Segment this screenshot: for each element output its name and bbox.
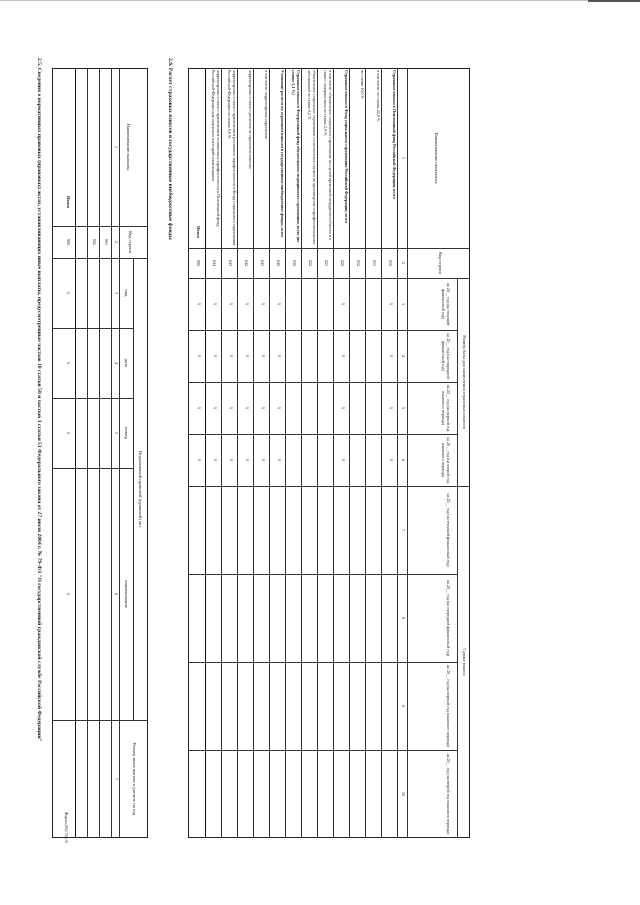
table-2-6-colnum: 10 (401, 791, 406, 797)
table-2-5-total-cell: x (65, 361, 70, 365)
form-code: Форма (95) 74 с 8 (64, 812, 69, 843)
table-2-6-row-line (317, 68, 318, 838)
table-2-6-group-line (457, 278, 458, 838)
table-2-6-header-plan2: на 20__ год (на второй год планового периода) (446, 753, 451, 835)
table-2-6-row-line (285, 68, 286, 838)
table-2-6-row-name: Страховые взносы в Федеральный фонд обязательного медицинского страхования, всего (по ставке 5,1 %) (291, 70, 301, 243)
table-2-6-cell: x (228, 302, 233, 306)
table-2-6-row-name: корректировка в связи с применением пониженных тарифов взносов в Пенсионный фонд Российской Федерации для отдельных категорий плательщиков (211, 70, 221, 227)
table-2-5-colnum: 3 (114, 291, 119, 295)
table-2-6-cell: x (260, 354, 265, 358)
table-2-6-row-line (349, 68, 350, 838)
table-2-5-total-label: Итого (66, 196, 71, 209)
table-2-6-header-line (407, 68, 408, 838)
table-2-6-colnum: 9 (401, 704, 406, 708)
table-2-6-row-name: по ставке 10,0 % (360, 70, 365, 99)
table-2-6-row-code: 010 (388, 259, 393, 267)
table-2-5-group-line (133, 258, 134, 720)
table-2-6-row-code: 022 (308, 259, 313, 267)
table-2-5-header-npa: Нормативный правовой (правовой) акт (138, 450, 143, 528)
table-2-6-colnum-line (397, 68, 398, 838)
table-2-6-total-code: 090 (196, 259, 201, 267)
table-2-6-colnum: 5 (401, 406, 406, 410)
table-2-6-row-line (381, 68, 382, 838)
table-2-6-total-cell: x (196, 302, 201, 306)
table-2-6-colnum: 3 (401, 302, 406, 306)
table-2-6-cell: x (244, 354, 249, 358)
table-2-6-row-code: 044 (212, 259, 217, 267)
table-2-5-colnum: 5 (114, 431, 119, 435)
table-2-6-row-name: Страховые взносы в Пенсионный фонд Российской Федерации, всего (392, 70, 397, 199)
table-2-6-row-name: Страховые взносы в Фонд социального страхования Российской Федерации, всего (344, 70, 349, 224)
table-2-6-header-cur_year: на 20__ год (на текущий финансовый год) (446, 493, 451, 567)
table-2-5-total-code: 900 (66, 238, 71, 246)
table-2-6-total-cell: x (196, 354, 201, 358)
table-2-6-cell: x (340, 458, 345, 462)
table-2-5-colnum: 6 (114, 592, 119, 596)
table-2-6-row-code: 043 (228, 259, 233, 267)
table-2-6-header-plan1: на 20__ год (на первый год планового периода) (441, 384, 451, 432)
table-2-5-colnum: 1 (114, 145, 119, 149)
table-2-6-colnum: 6 (401, 458, 406, 462)
table-2-6-colnum: 1 (401, 156, 406, 160)
table-2-5-colnum-line (111, 68, 112, 838)
table-2-5-header-nomer: номер (124, 427, 129, 439)
table-2-6-header-first_year: на 20__ год (на очередной финансовый год) (446, 579, 451, 657)
table-2-5-colnum: 2 (114, 240, 119, 244)
section-2-6-heading: 2.6. Расчет страховых взносов в государственные внебюджетные фонды (167, 58, 173, 240)
table-2-6-row-code: 040 (276, 259, 281, 267)
table-2-6-row-code: 021 (324, 259, 329, 267)
table-2-6-col-sep (188, 750, 458, 751)
table-2-6-cell: x (260, 302, 265, 306)
table-2-6-row-name: в том числе: по ставке 22,0 % (376, 70, 381, 122)
table-2-6-cell: x (340, 302, 345, 306)
table-2-5-total-cell: x (65, 431, 70, 435)
table-2-5-col-sep (52, 398, 134, 399)
section-2-5-heading: 2.5. Сведения о нормативных правовых (правовых) актах, устанавливающих иные выплаты, предусмотренные частью 10 статьи 50 и частью 3 статьи 51 Федерального закона от 27 июля 2004 г. № 79-ФЗ "О государственной гражданской службе Российской Федерации" (36, 58, 42, 742)
table-2-6-header-code: Код строки (438, 252, 443, 274)
table-2-5-col-sep (52, 328, 134, 329)
table-2-6-cell: x (212, 406, 217, 410)
table-2-6-colnum: 2 (401, 261, 406, 265)
table-2-6-cell: x (388, 458, 393, 462)
table-2-6-header-cur_year: на 20__ год (на текущий финансовый год) (441, 282, 451, 326)
table-2-5-header-data: дата (124, 358, 129, 368)
table-2-6-cell: x (340, 406, 345, 410)
table-2-6-cell: x (388, 302, 393, 306)
table-2-6-col-sep (188, 662, 458, 663)
table-2-6-total-label: Итого (196, 226, 201, 239)
table-2-5-total-line (75, 68, 76, 838)
table-2-6-header-base-group: Размер базы для начисления страховых взносов (462, 335, 467, 429)
table-2-6-cell: x (276, 354, 281, 358)
table-2-6-total-cell: x (196, 458, 201, 462)
table-2-6-cell: x (244, 302, 249, 306)
table-2-6-row-line (221, 68, 222, 838)
table-2-5-row-code: 002 (92, 238, 97, 246)
table-2-5-header-naimenovanie: наименование (124, 580, 129, 608)
table-2-6-cell: x (388, 406, 393, 410)
table-2-5-header-line (119, 68, 120, 838)
table-2-6-col-sep (188, 330, 458, 331)
table-2-6-col-sep (188, 382, 458, 383)
table-2-5-header-code: Код строки (128, 231, 133, 253)
table-2-6-col-sep (188, 486, 470, 487)
table-2-6-cell: x (340, 354, 345, 358)
table-2-5-total-cell: x (65, 592, 70, 596)
table-2-6-row-line (237, 68, 238, 838)
table-2-6-cell: x (212, 458, 217, 462)
table-2-5-row-line (87, 68, 88, 838)
table-2-6-row-line (333, 68, 334, 838)
table-2-6-header-sum-group: Сумма взноса (462, 648, 467, 676)
table-2-6-cell: x (212, 302, 217, 306)
table-2-5-header-size: Размер иных выплат в расчете на год (132, 742, 137, 816)
table-2-6-cell: x (228, 406, 233, 410)
table-2-6-col-sep (188, 434, 458, 435)
table-2-6-row-name: в том числе: обязательное социальное страхование на случай временной нетрудоспособности и в связи с материнством по ставке 2,9 % (323, 70, 333, 240)
table-2-6-row-name: корректировка в связи с применением различных тарифов взносов в Фонд социального страхования Российской Федерации по ставке 0,0 % (227, 70, 237, 246)
table-2-6-cell: x (276, 302, 281, 306)
table-2-6-colnum: 4 (401, 354, 406, 358)
table-2-6-col-sep (188, 278, 470, 279)
table-2-6-row-line (269, 68, 270, 838)
table-2-6-row-code: 011 (372, 260, 377, 266)
table-2-6-row-line (253, 68, 254, 838)
table-2-6-colnum: 7 (401, 528, 406, 532)
table-2-6-cell: x (276, 458, 281, 462)
table-2-6-row-code: 012 (356, 259, 361, 267)
table-2-6-row-code: 030 (292, 259, 297, 267)
table-2-5-colnum: 4 (114, 361, 119, 365)
table-2-6-row-code: 042 (244, 259, 249, 267)
table-2-6-row-name: обязательное социальное страхование от несчастных случаев на производстве и профессиональных заболеваний по ставке 0,2 % (307, 70, 317, 245)
table-2-6-cell: x (276, 406, 281, 410)
table-2-6-row-line (301, 68, 302, 838)
table-2-6-row-name: корректировка в связи с расчетом по страховым взносам (248, 70, 253, 169)
table-2-6-cell: x (244, 458, 249, 462)
table-2-6-col-sep (188, 574, 458, 575)
table-2-6-row-line (205, 68, 206, 838)
table-2-6-colnum: 8 (401, 616, 406, 620)
table-2-5-header-name: Наименование выплаты (126, 123, 131, 171)
table-2-6-cell: x (388, 354, 393, 358)
table-2-6-cell: x (228, 354, 233, 358)
table-2-5-total-cell: x (65, 291, 70, 295)
table-2-6-cell: x (260, 406, 265, 410)
table-2-6-cell: x (244, 406, 249, 410)
table-2-5-colnum: 7 (114, 777, 119, 781)
table-2-6-cell: x (212, 354, 217, 358)
table-2-6-header-name: Наименование показателя (434, 132, 439, 184)
table-2-5-row-line (99, 68, 100, 838)
table-2-6-header-plan2: на 20__ год (на второй год планового периода) (441, 437, 451, 483)
table-2-6-cell: x (228, 458, 233, 462)
table-2-5-col-sep (52, 468, 134, 469)
table-2-6-row-name: в том числе: корректировка округления (264, 70, 269, 139)
table-2-6-row-code: 041 (260, 259, 265, 267)
table-2-6-header-first_year: на 20__ год (на очередной финансовый год) (441, 333, 451, 379)
table-2-6-row-line (365, 68, 366, 838)
table-2-5-row-code: 001 (104, 238, 109, 246)
table-2-5-header-vid: вид (124, 289, 129, 297)
table-2-6-total-cell: x (196, 406, 201, 410)
table-2-6-cell: x (260, 458, 265, 462)
table-2-6-row-name: Уточнение расчета по страховым взносам в государственные внебюджетные фонды, всего (280, 70, 285, 238)
table-2-6-row-code: 020 (340, 259, 345, 267)
table-2-6-header-plan1: на 20__ год (на первый год планового периода) (446, 664, 451, 748)
